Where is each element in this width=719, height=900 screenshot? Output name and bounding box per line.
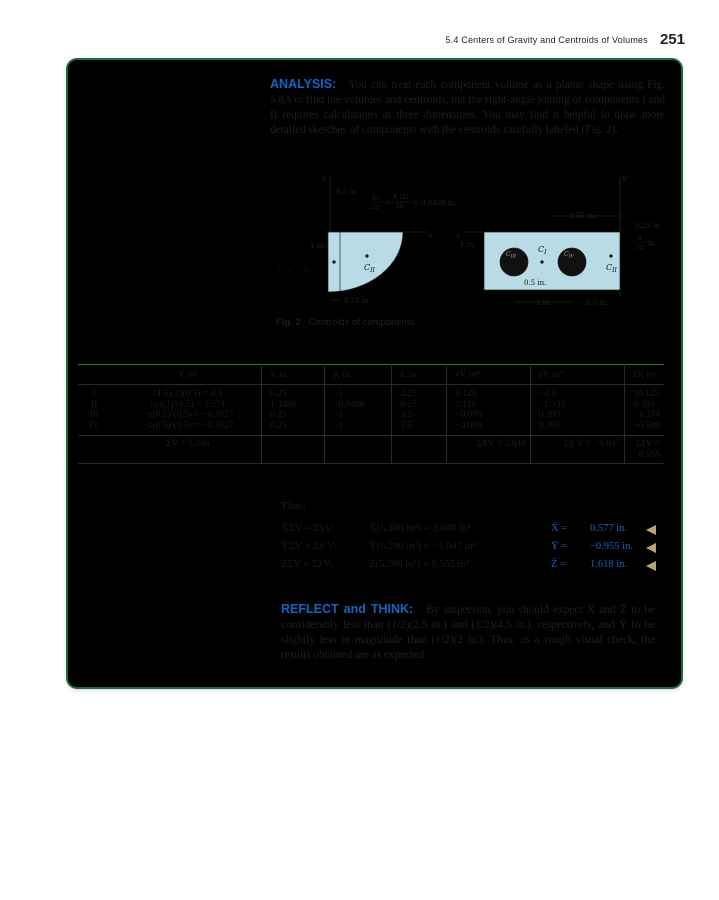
table-header-cell: z̄, in.: [392, 364, 447, 385]
table-header-cell: ȳ, in.: [325, 364, 392, 385]
table-cell: −π(0.5)²(0.5) = −0.3927: [142, 420, 234, 431]
centroid-II-dot: [365, 254, 368, 257]
table-cell: [78, 436, 110, 464]
right-component-diagram: [455, 173, 662, 307]
result-lhs: Z̄ =: [551, 559, 566, 570]
reflect-paragraph: [281, 602, 655, 663]
eq-4-2: 4 (2): [393, 193, 409, 201]
dim-05-label: 0.5 in.: [336, 188, 359, 196]
centroid-figure: [270, 172, 670, 312]
table-cell: III: [89, 410, 99, 420]
table-row: [78, 400, 664, 411]
table-cell: 2.25: [392, 385, 447, 400]
centroid-table: [78, 364, 664, 464]
table-header-cell: z̄V, in⁴: [625, 364, 664, 385]
sum-yv: Σȳ V = −5.047: [530, 436, 625, 464]
table-cell: 0.393: [530, 410, 625, 421]
result-value: −0.955 in.: [590, 541, 633, 552]
table-header-cell: x̄, in.: [262, 364, 325, 385]
result-row-z: [281, 559, 681, 575]
c-IV-label: $C_{IV}$: [564, 251, 574, 260]
x-label-left: x: [428, 231, 433, 240]
table-cell: −1: [325, 410, 392, 421]
result-row-x: [281, 523, 681, 539]
table-cell: 0.25: [262, 421, 325, 436]
c-III-label: $C_{III}$: [506, 251, 516, 260]
table-header-cell: [78, 364, 110, 385]
c-II-label: $C_{II}$: [364, 263, 375, 274]
sum-xv: Σx̄V = 3.048: [447, 436, 530, 464]
result-value: 1.618 in.: [590, 559, 628, 570]
table-cell: −1.333: [530, 400, 625, 411]
table-cell: 0.25: [262, 410, 325, 421]
table-cell: 0.25: [392, 400, 447, 411]
hole-III: [500, 248, 528, 276]
table-cell: −0.8488: [325, 400, 392, 411]
table-cell: IV: [89, 420, 100, 431]
table-sum-row: [78, 436, 664, 464]
dim-1in-left: 1 in.: [310, 242, 326, 250]
dim-2in: 2 in.: [536, 299, 552, 307]
page-number: 251: [659, 31, 685, 48]
table-cell: [325, 436, 392, 464]
eq-result: = 0.8488 in.: [413, 199, 457, 207]
result-row-y: [281, 541, 681, 557]
dim-225: 2.25 in.: [569, 212, 596, 220]
figure-caption-text: Centroids of components.: [308, 317, 417, 328]
c-II-right-label: $C_{II}$: [606, 263, 617, 274]
table-cell: I: [92, 389, 96, 399]
figure-caption: [276, 317, 417, 328]
table-row: [78, 385, 664, 400]
centroid-I-dot: [332, 260, 335, 263]
reflect-label: REFLECT and THINK:: [281, 602, 414, 616]
z-label-right: z: [456, 231, 461, 240]
answer-marker-icon: [646, 543, 656, 553]
eq-4r: 4r: [372, 194, 380, 202]
table-cell: −π(0.5)²(0.5) = −0.3927: [142, 410, 234, 420]
result-equation: ȲΣV = Σȳ V:: [281, 541, 337, 552]
thus-text: Thus,: [281, 500, 306, 512]
result-substitution: Z̄(5.286 in³) = 8.555 in⁴: [369, 559, 470, 570]
y-label-left: y: [322, 173, 327, 182]
table-cell: 2.119: [447, 400, 530, 411]
dim-1in-right: 1 in.: [460, 241, 476, 249]
dim-8: 8: [638, 235, 642, 242]
centroid-I-right-dot: [540, 260, 543, 263]
table-cell: 1.5: [392, 421, 447, 436]
dim-025-right: 0.25 in.: [635, 222, 662, 230]
table-cell: −0.098: [447, 421, 530, 436]
answer-marker-icon: [646, 525, 656, 535]
dim-05-right: 0.5 in.: [524, 279, 547, 287]
dim-15in: 1.5 in.: [586, 299, 609, 307]
table-cell: −4.5: [530, 385, 625, 400]
svg-text:=: =: [385, 199, 391, 207]
table-cell: −1.374: [625, 410, 664, 421]
sum-volume: ΣV = 5.286: [110, 436, 261, 464]
c-I-label: $C_I$: [538, 245, 547, 256]
analysis-text: You can treat each component volume as a planar shape using Fig. 5.8A to find the volumes and centroids, but the right-angle joining of components I and II requires calculations in three dimensions. You may find it helpful to draw more detailed sketches of components with the centroids carefully labeled (Fig. 2).: [270, 79, 665, 136]
y-label-right: y: [622, 173, 627, 182]
table-cell: 0.393: [530, 421, 625, 436]
result-lhs: Ȳ =: [551, 541, 568, 552]
c-group-label: $C_I$, $C_{III}$, $C_{IV}$: [276, 266, 315, 276]
table-header-cell: x̄V, in⁴: [447, 364, 530, 385]
centroid-II-right-dot: [609, 254, 612, 257]
analysis-paragraph: [270, 77, 665, 138]
table-row: [78, 410, 664, 421]
table-header-cell: V, in³: [110, 364, 261, 385]
table-header-row: [78, 364, 664, 385]
result-value: 0.577 in.: [590, 523, 628, 534]
result-equation: Z̄ΣV = Σz̄V:: [281, 559, 333, 570]
table-cell: 0.393: [625, 400, 664, 411]
analysis-label: ANALYSIS:: [270, 77, 337, 91]
sum-zv: Σz̄V = 8.555: [625, 436, 664, 464]
table-cell: [262, 436, 325, 464]
reflect-text: By inspection, you should expect X̄ and Z̄ to be considerably less than (1/2)(2.5 in.) and (1/2)(4.5 in.), respectively, and Ȳ to be slightly less in magnitude than (1/2)(2 in.). Thus, as a rough visual check, the results obtained are as expected.: [281, 604, 655, 661]
table-header-cell: ȳV, in⁴: [530, 364, 625, 385]
eq-3pi-b: 3π: [395, 202, 404, 210]
dim-025-bottom: 0.25 in.: [344, 297, 371, 305]
result-equation: X̄ΣV = Σx̄V:: [281, 523, 335, 534]
table-cell: −1: [325, 421, 392, 436]
result-lhs: X̄ =: [551, 523, 568, 534]
table-cell: (4.5)(2)(0.5) = 4.5: [153, 389, 223, 399]
dim-in: in.: [648, 239, 657, 247]
table-cell: [392, 436, 447, 464]
table-cell: ¼π(2)²(0.5) = 1.571: [150, 399, 226, 410]
answer-marker-icon: [646, 561, 656, 571]
result-substitution: X̄(5.286 in³) = 3.048 in⁴: [369, 523, 471, 534]
table-cell: 10.125: [625, 385, 664, 400]
eq-3pi: 3π: [371, 203, 380, 211]
result-substitution: Ȳ(5.286 in³) = −5.047 in⁴: [369, 541, 477, 552]
running-head: [0, 30, 685, 48]
table-cell: −1: [325, 385, 392, 400]
table-cell: −0.589: [625, 421, 664, 436]
table-row: [78, 421, 664, 436]
hole-IV: [558, 248, 586, 276]
centroid-table-wrap: [78, 364, 664, 464]
figure-caption-label: Fig. 2: [276, 317, 301, 328]
section-title: 5.4 Centers of Gravity and Centroids of Volumes: [445, 35, 648, 45]
table-cell: 1.3488: [262, 400, 325, 411]
quarter-circle-shape: [328, 232, 403, 292]
dim-3pi-right: 3π: [636, 244, 644, 251]
table-cell: II: [91, 399, 98, 410]
table-cell: −0.098: [447, 410, 530, 421]
table-cell: 3.5: [392, 410, 447, 421]
left-component-diagram: [276, 173, 457, 305]
table-cell: 1.125: [447, 385, 530, 400]
table-cell: 0.25: [262, 385, 325, 400]
